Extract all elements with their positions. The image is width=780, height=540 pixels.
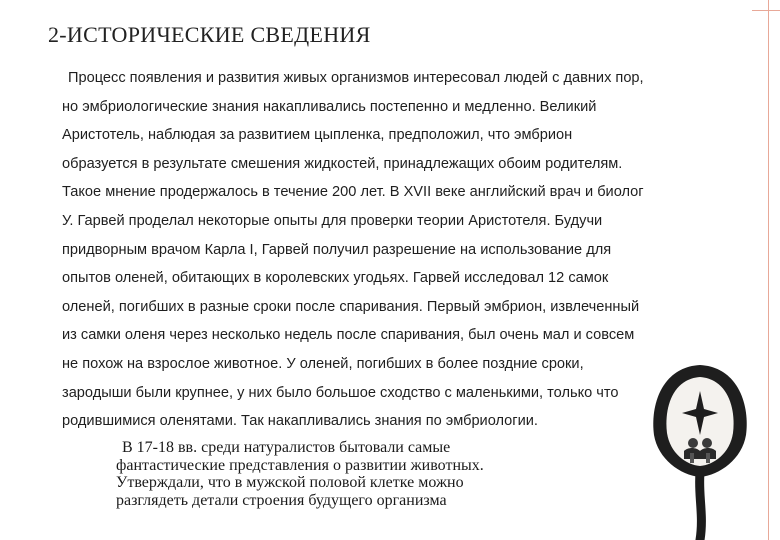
homunculus-sperm-illustration [640,355,760,540]
body-line: оленей, погибших в разные сроки после спаривания. Первый эмбрион, извлеченный [62,298,640,315]
footer-paragraph [116,439,616,509]
body-line: Процесс появления и развития живых организмов интересовал людей с давних пор, [68,70,644,86]
body-line: но эмбриологические знания накапливались постепенно и медленно. Великий [62,98,597,115]
body-line: У. Гарвей проделал некоторые опыты для проверки теории Аристотеля. Будучи [62,212,603,229]
slide-border-top [752,10,780,11]
footer-line: В 17-18 вв. среди натуралистов бытовали самые [122,439,451,456]
body-line: Такое мнение продержалось в течение 200 лет. В XVII веке английский врач и биолог [62,184,644,201]
slide-title: 2-ИСТОРИЧЕСКИЕ СВЕДЕНИЯ [48,22,371,47]
body-line: опытов оленей, обитающих в королевских угодьях. Гарвей исследовал 12 самок [62,270,609,287]
body-line: родившимися оленятами. Так накапливались знания по эмбриологии. [62,413,538,430]
body-line: не похож на взрослое животное. У оленей, погибших в более поздние сроки, [62,355,584,372]
body-line: зародыши были крупнее, у них было большое сходство с маленькими, только что [62,384,619,401]
body-line: придворным врачом Карла I, Гарвей получил разрешение на использование для [62,241,612,258]
body-line: Аристотель, наблюдая за развитием цыпленка, предположил, что эмбрион [62,127,573,144]
slide-border-right [768,0,769,540]
body-line: из самки оленя через несколько недель после спаривания, был очень мал и совсем [62,327,635,344]
body-paragraph [62,64,702,436]
footer-line: Утверждали, что в мужской половой клетке можно [116,474,464,491]
footer-line: фантастические представления о развитии животных. [116,456,484,474]
footer-line: разглядеть детали строения будущего организма [116,491,447,509]
body-line: образуется в результате смешения жидкостей, принадлежащих обоим родителям. [62,155,623,172]
